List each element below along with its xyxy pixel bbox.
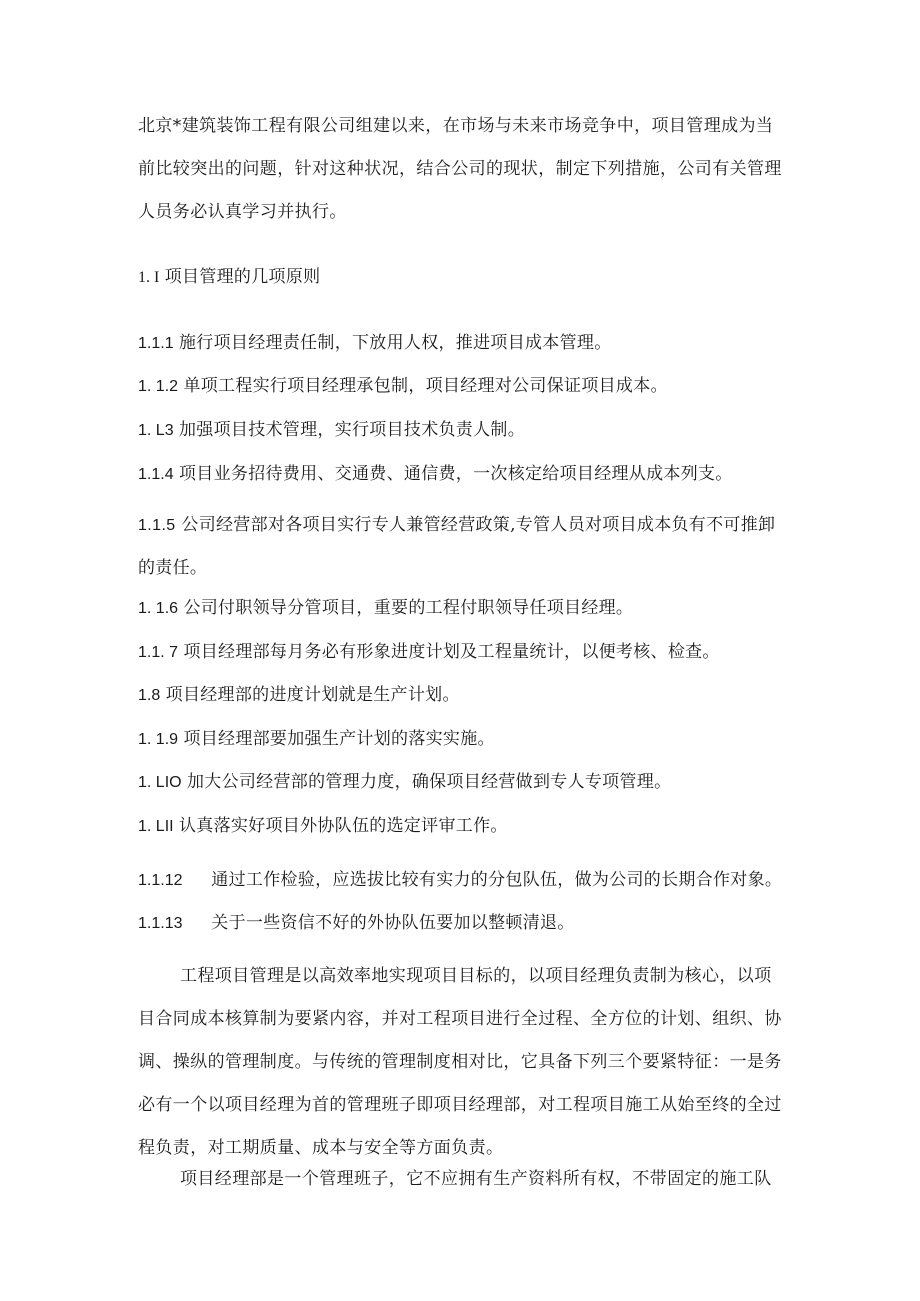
item-number: 1.1.1 bbox=[138, 335, 174, 352]
item-text: 公司付职领导分管项目，重要的工程付职领导任项目经理。 bbox=[183, 598, 634, 618]
list-item bbox=[138, 596, 798, 621]
item-number: 1. 1.6 bbox=[138, 600, 179, 617]
item-number: 1.1. 7 bbox=[138, 644, 179, 661]
item-number: 1. 1.2 bbox=[138, 378, 179, 395]
item-number: 1. 1.9 bbox=[138, 731, 179, 748]
item-number: 1.1.12 bbox=[138, 872, 183, 889]
list-item bbox=[138, 911, 798, 936]
item-number: 1. LII bbox=[138, 818, 174, 835]
body-paragraph: 工程项目管理是以高效率地实现项目目标的，以项目经理负责制为核心，以项目合同成本核算制为要紧内容，并对工程项目进行全过程、全方位的计划、组织、协调、操纵的管理制度。与传统的管理制度相对比，它具备下列三个要紧特征：一是务必有一个以项目经理为首的管理班子即项目经理部，对工程项目施工从始至终的全过程负责，对工期质量、成本与安全等方面负责。 bbox=[138, 966, 782, 1158]
section-title: 项目管理的几项原则 bbox=[164, 267, 321, 287]
list-item bbox=[138, 374, 798, 399]
item-number: 1.1.4 bbox=[138, 466, 174, 483]
intro-paragraph: 北京*建筑装饰工程有限公司组建以来，在市场与未来市场竞争中，项目管理成为当前比较突出的问题，针对这种状况，结合公司的现状，制定下列措施，公司有关管理人员务必认真学习并执行。 bbox=[138, 116, 782, 222]
item-text: 关于一些资信不好的外协队伍要加以整顿清退。 bbox=[211, 913, 575, 933]
list-item bbox=[138, 683, 798, 708]
list-item bbox=[138, 814, 798, 839]
item-text: 项目经理部的进度计划就是生产计划。 bbox=[165, 685, 460, 705]
item-text: 项目经理部每月务必有形象进度计划及工程量统计，以便考核、检查。 bbox=[183, 642, 720, 662]
list-item bbox=[138, 868, 798, 893]
item-number: 1.1.13 bbox=[138, 915, 183, 932]
item-text: 通过工作检验，应选拔比较有实力的分包队伍，做为公司的长期合作对象。 bbox=[211, 870, 783, 890]
item-text: 项目业务招待费用、交通费、通信费，一次核定给项目经理从成本列支。 bbox=[179, 464, 733, 484]
item-text: 加大公司经营部的管理力度，确保项目经营做到专人专项管理。 bbox=[186, 772, 672, 792]
item-text: 加强项目技术管理，实行项目技术负责人制。 bbox=[179, 420, 525, 440]
item-number: 1.8 bbox=[138, 687, 161, 704]
list-item bbox=[138, 770, 798, 795]
list-item bbox=[138, 640, 798, 665]
item-text: 单项工程实行项目经理承包制，项目经理对公司保证项目成本。 bbox=[183, 376, 668, 396]
item-number: 1. L3 bbox=[138, 422, 174, 439]
item-text: 施行项目经理责任制，下放用人权，推进项目成本管理。 bbox=[179, 333, 612, 353]
list-item bbox=[138, 331, 798, 356]
section-heading bbox=[138, 265, 798, 290]
item-number: 1. LIO bbox=[138, 774, 182, 791]
item-text: 项目经理部要加强生产计划的落实实施。 bbox=[183, 729, 495, 749]
item-text: 认真落实好项目外协队伍的选定评审工作。 bbox=[178, 816, 508, 836]
item-number: 1.1.5 bbox=[138, 517, 176, 534]
item-text: 公司经营部对各项目实行专人兼管经营政策,专管人员对项目成本负有不可推卸的责任。 bbox=[138, 515, 776, 578]
list-item bbox=[138, 727, 798, 752]
section-number: 1. I bbox=[138, 269, 160, 286]
list-item bbox=[138, 462, 798, 487]
list-item bbox=[138, 504, 788, 590]
body-paragraph: 项目经理部是一个管理班子，它不应拥有生产资料所有权，不带固定的施工队 bbox=[180, 1169, 772, 1189]
list-item bbox=[138, 418, 798, 443]
